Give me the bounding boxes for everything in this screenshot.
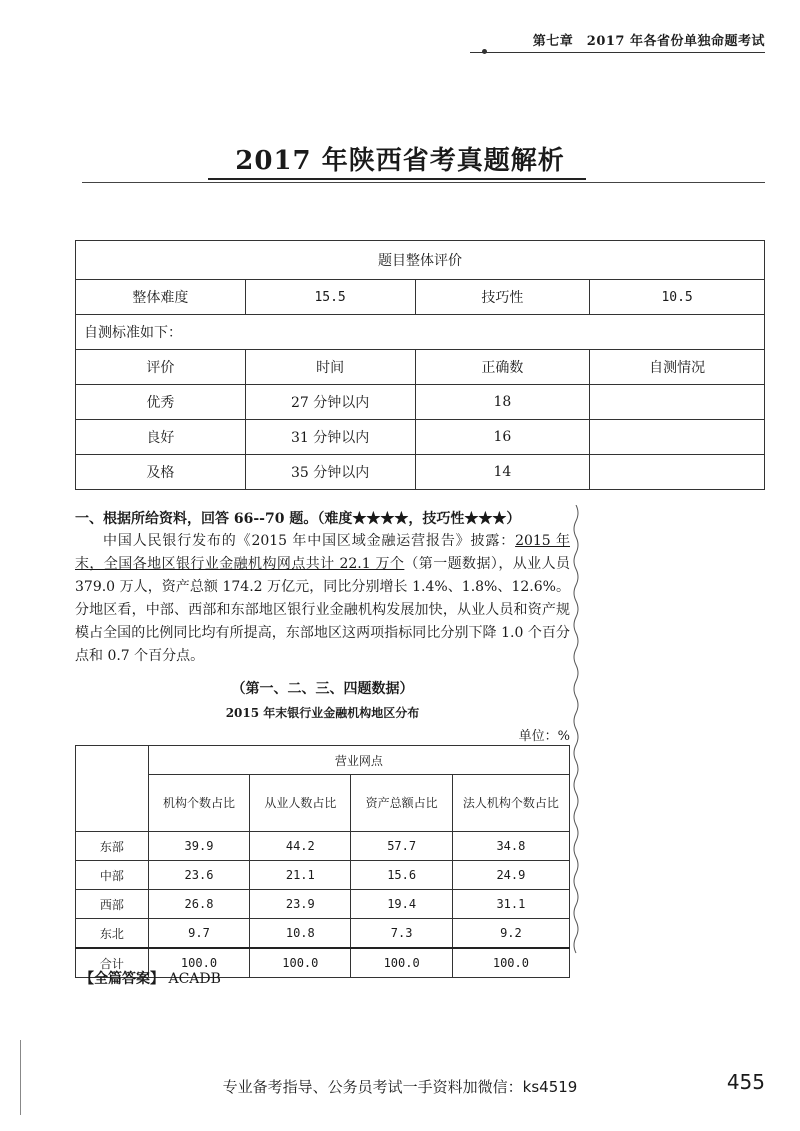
value-cell: 44.2 [250,832,351,861]
grade-cell: 及格 [76,455,246,490]
running-header: 第七章 2017 年各省份单独命题考试 [532,34,765,49]
value-cell: 23.9 [250,890,351,919]
column-header: 时间 [245,350,415,385]
group-header: 营业网点 [148,746,569,775]
region-cell: 东部 [76,832,149,861]
region-cell: 西部 [76,890,149,919]
table-row [76,455,765,490]
title-underline-thick [208,178,586,180]
correct-cell: 16 [415,420,590,455]
table-row [76,919,570,949]
grade-cell: 优秀 [76,385,246,420]
value-cell: 9.7 [148,919,249,949]
value-cell: 9.2 [452,919,569,949]
region-cell: 东北 [76,919,149,949]
footer-note: 专业备考指导、公务员考试一手资料加微信：ks4519 [222,1078,578,1096]
table-row [76,420,765,455]
wavy-margin-line [570,505,582,960]
value-cell: 24.9 [452,861,569,890]
value-cell: 26.8 [148,890,249,919]
value-cell: 57.7 [351,832,452,861]
value-cell: 100.0 [452,948,569,978]
header-dot [482,49,487,54]
column-header: 法人机构个数占比 [452,775,569,832]
material-paragraph [75,530,570,668]
answer-line [80,968,221,988]
table-row [76,861,570,890]
page-title: 2017 年陕西省考真题解析 [235,146,565,176]
region-cell: 中部 [76,861,149,890]
paragraph-intro: 中国人民银行发布的《2015 年中国区域金融运营报告》披露： [103,533,516,549]
time-cell: 35 分钟以内 [245,455,415,490]
unit-label: 单位：% [518,729,570,744]
data-sub-heading: （第一、二、三、四题数据） [231,681,414,697]
value-cell: 31.1 [452,890,569,919]
value-cell: 10.8 [250,919,351,949]
paragraph-note: （第一题数据） [404,556,499,572]
paragraph-underlined: 2015 年末，全国各地区银行业金融机构网点共计 22.1 万个 [75,533,570,572]
column-header: 自测情况 [590,350,765,385]
value-cell: 15.6 [351,861,452,890]
page-number: 455 [726,1070,765,1094]
title-underline-thin [82,182,765,183]
time-cell: 27 分钟以内 [245,385,415,420]
column-header: 资产总额占比 [351,775,452,832]
column-header: 从业人数占比 [250,775,351,832]
value-cell: 39.9 [148,832,249,861]
difficulty-label: 整体难度 [76,280,246,315]
header-rule [470,52,765,53]
self-check-cell [590,455,765,490]
value-cell: 100.0 [351,948,452,978]
column-header: 评价 [76,350,246,385]
table-row [76,832,570,861]
region-cell: 合计 [76,948,149,978]
corner-cell [76,746,149,832]
value-cell: 100.0 [148,948,249,978]
correct-cell: 14 [415,455,590,490]
value-cell: 7.3 [351,919,452,949]
self-check-cell [590,385,765,420]
distribution-table-title: 2015 年末银行业金融机构地区分布 [225,706,420,720]
evaluation-caption: 题目整体评价 [76,241,765,280]
table-row [76,890,570,919]
grade-cell: 良好 [76,420,246,455]
answer-value: ACADB [168,971,221,987]
time-cell: 31 分钟以内 [245,420,415,455]
difficulty-value: 15.5 [245,280,415,315]
column-header: 机构个数占比 [148,775,249,832]
self-check-cell [590,420,765,455]
skill-value: 10.5 [590,280,765,315]
paragraph-rest: ，从业人员 379.0 万人，资产总额 174.2 万亿元，同比分别增长 1.4%、1.8%、12.6%。分地区看，中部、西部和东部地区银行业金融机构发展加快，从业人员和资产规模占全国的比例同比均有所提高，东部地区这两项指标同比分别下降 1.0 个百分点和 0.7 个百分点。 [75,556,570,664]
answer-label: 【全篇答案】 [80,971,164,987]
evaluation-table [75,240,765,490]
column-header: 正确数 [415,350,590,385]
question-heading: 一、根据所给资料，回答 66--70 题。（难度★★★★，技巧性★★★） [75,511,521,527]
correct-cell: 18 [415,385,590,420]
skill-label: 技巧性 [415,280,590,315]
distribution-table [75,745,570,978]
value-cell: 34.8 [452,832,569,861]
value-cell: 100.0 [250,948,351,978]
value-cell: 21.1 [250,861,351,890]
table-row [76,385,765,420]
value-cell: 23.6 [148,861,249,890]
standard-note: 自测标准如下： [76,315,765,350]
value-cell: 19.4 [351,890,452,919]
